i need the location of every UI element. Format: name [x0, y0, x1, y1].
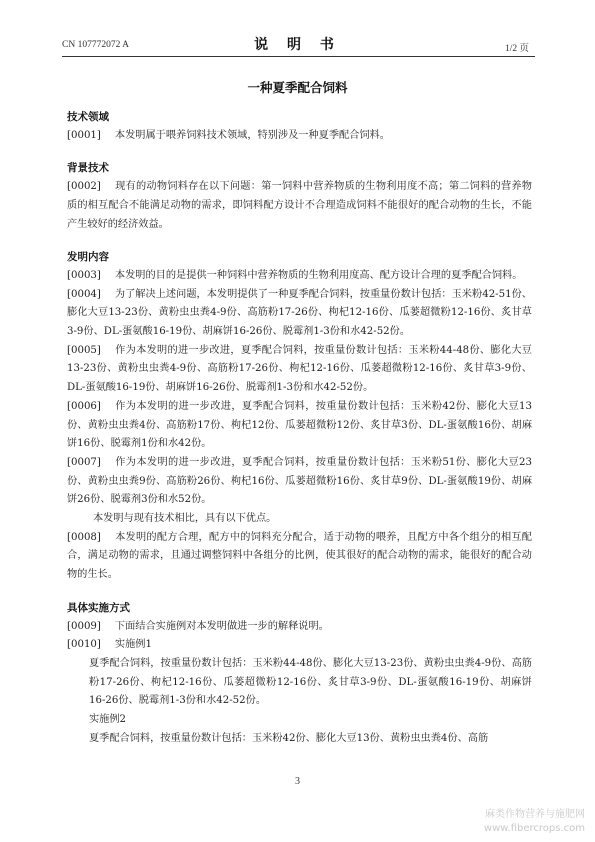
document-type-title: 说 明 书	[254, 37, 341, 53]
paragraph-number: [0006]	[67, 400, 101, 412]
paragraph-number: [0008]	[67, 531, 101, 543]
paragraph-0003	[67, 267, 532, 286]
section-heading-invention: 发明内容	[67, 251, 109, 264]
example-2-text: 夏季配合饲料，按重量份数计包括：玉米粉42份、膨化大豆13份、黄粉虫虫粪4份、高筋	[89, 732, 489, 744]
page-indicator: 1/2 页	[504, 44, 529, 54]
section-heading-background: 背景技术	[67, 162, 109, 175]
example-2-label: 实施例2	[89, 714, 127, 726]
paragraph-0002	[67, 178, 532, 234]
paragraph-number: [0004]	[67, 288, 101, 300]
section-heading-embodiment: 具体实施方式	[67, 601, 130, 614]
document-body	[67, 108, 532, 749]
paragraph-number: [0007]	[67, 456, 101, 468]
watermark-url: www.fibercrops.com	[483, 823, 585, 834]
page-number: 3	[295, 776, 300, 787]
paragraph-0010	[67, 636, 532, 655]
paragraph-number: [0003]	[67, 269, 101, 281]
paragraph-text: 本发明的配方合理，配方中的饲料充分配合，适于动物的喂养，且配方中各个组分的相互配合，满足动物的需求，且通过调整饲料中各组分的比例，使其很好的配合动物的需求，能很好的配合动物的生长。	[67, 531, 532, 581]
paragraph-number: [0005]	[67, 344, 101, 356]
advantage-line: 本发明与现有技术相比，具有以下优点。	[93, 513, 277, 525]
paragraph-text: 为了解决上述问题，本发明提供了一种夏季配合饲料，按重量份数计包括：玉米粉42-51份、膨化大豆13-23份、黄粉虫虫粪4-9份、高筋粉17-26份、枸杞12-16份、瓜蒌超微粉12-16份、炙甘草3-9份、DL-蛋氨酸16-19份、胡麻饼16-26份、脱霉剂1-3份和水42-52份。	[67, 288, 532, 338]
paragraph-text: 作为本发明的进一步改进，夏季配合饲料，按重量份数计包括：玉米粉42份、膨化大豆13份、黄粉虫虫粪4份、高筋粉17份、枸杞12份、瓜蒌超微粉12份、炙甘草3份、DL-蛋氨酸16份、胡麻饼16份、脱霉剂1份和水42份。	[67, 400, 532, 450]
paragraph-text: 作为本发明的进一步改进，夏季配合饲料，按重量份数计包括：玉米粉51份、膨化大豆23份、黄粉虫虫粪9份、高筋粉26份、枸杞16份、瓜蒌超微粉16份、炙甘草9份、DL-蛋氨酸19份、胡麻饼26份、脱霉剂3份和水52份。	[67, 456, 532, 506]
paragraph-text: 现有的动物饲料存在以下问题：第一饲料中营养物质的生物利用度不高；第二饲料的营养物质的相互配合不能满足动物的需求，即饲料配方设计不合理造成饲料不能很好的配合动物的生长，不能产生较好的经济效益。	[67, 181, 532, 230]
paragraph-0009	[67, 618, 532, 637]
document-title: 一种夏季配合饲料	[247, 80, 348, 95]
patent-number: CN 107772072 A	[62, 40, 130, 50]
paragraph-number: [0010]	[67, 639, 101, 651]
paragraph-number: [0001]	[67, 129, 101, 141]
paragraph-number: [0002]	[67, 181, 101, 193]
paragraph-0004	[67, 286, 532, 342]
paragraph-0007	[67, 454, 532, 510]
paragraph-number: [0009]	[67, 620, 101, 632]
paragraph-text: 作为本发明的进一步改进，夏季配合饲料，按重量份数计包括：玉米粉44-48份、膨化大豆13-23份、黄粉虫虫粪4-9份、高筋粉17-26份、枸杞12-16份、瓜蒌超微粉12-16份、炙甘草3-9份、DL-蛋氨酸16-19份、胡麻饼16-26份、脱霉剂1-3份和水42-52份。	[67, 344, 532, 394]
paragraph-0008	[67, 529, 532, 585]
section-heading-tech-field: 技术领域	[67, 111, 109, 123]
paragraph-0005	[67, 342, 532, 398]
header-divider	[62, 56, 535, 57]
paragraph-0001	[67, 127, 532, 146]
paragraph-text: 本发明的目的是提供一种饲料中营养物质的生物利用度高、配方设计合理的夏季配合饲料。	[114, 269, 523, 281]
paragraph-text: 下面结合实施例对本发明做进一步的解释说明。	[114, 620, 329, 632]
site-watermark	[484, 808, 585, 836]
example-1-label: 实施例1	[114, 639, 152, 651]
paragraph-text: 本发明属于喂养饲料技术领域，特别涉及一种夏季配合饲料。	[114, 129, 390, 141]
example-1-text: 夏季配合饲料，按重量份数计包括：玉米粉44-48份、膨化大豆13-23份、黄粉虫虫粪4-9份、高筋粉17-26份、枸杞12-16份、瓜蒌超微粉12-16份、炙甘草3-9份、DL-蛋氨酸16-19份、胡麻饼16-26份、脱霉剂1-3份和水42-52份。	[89, 657, 532, 707]
watermark-site-name: 麻类作物营养与施肥网	[485, 809, 585, 820]
paragraph-0006	[67, 398, 532, 454]
